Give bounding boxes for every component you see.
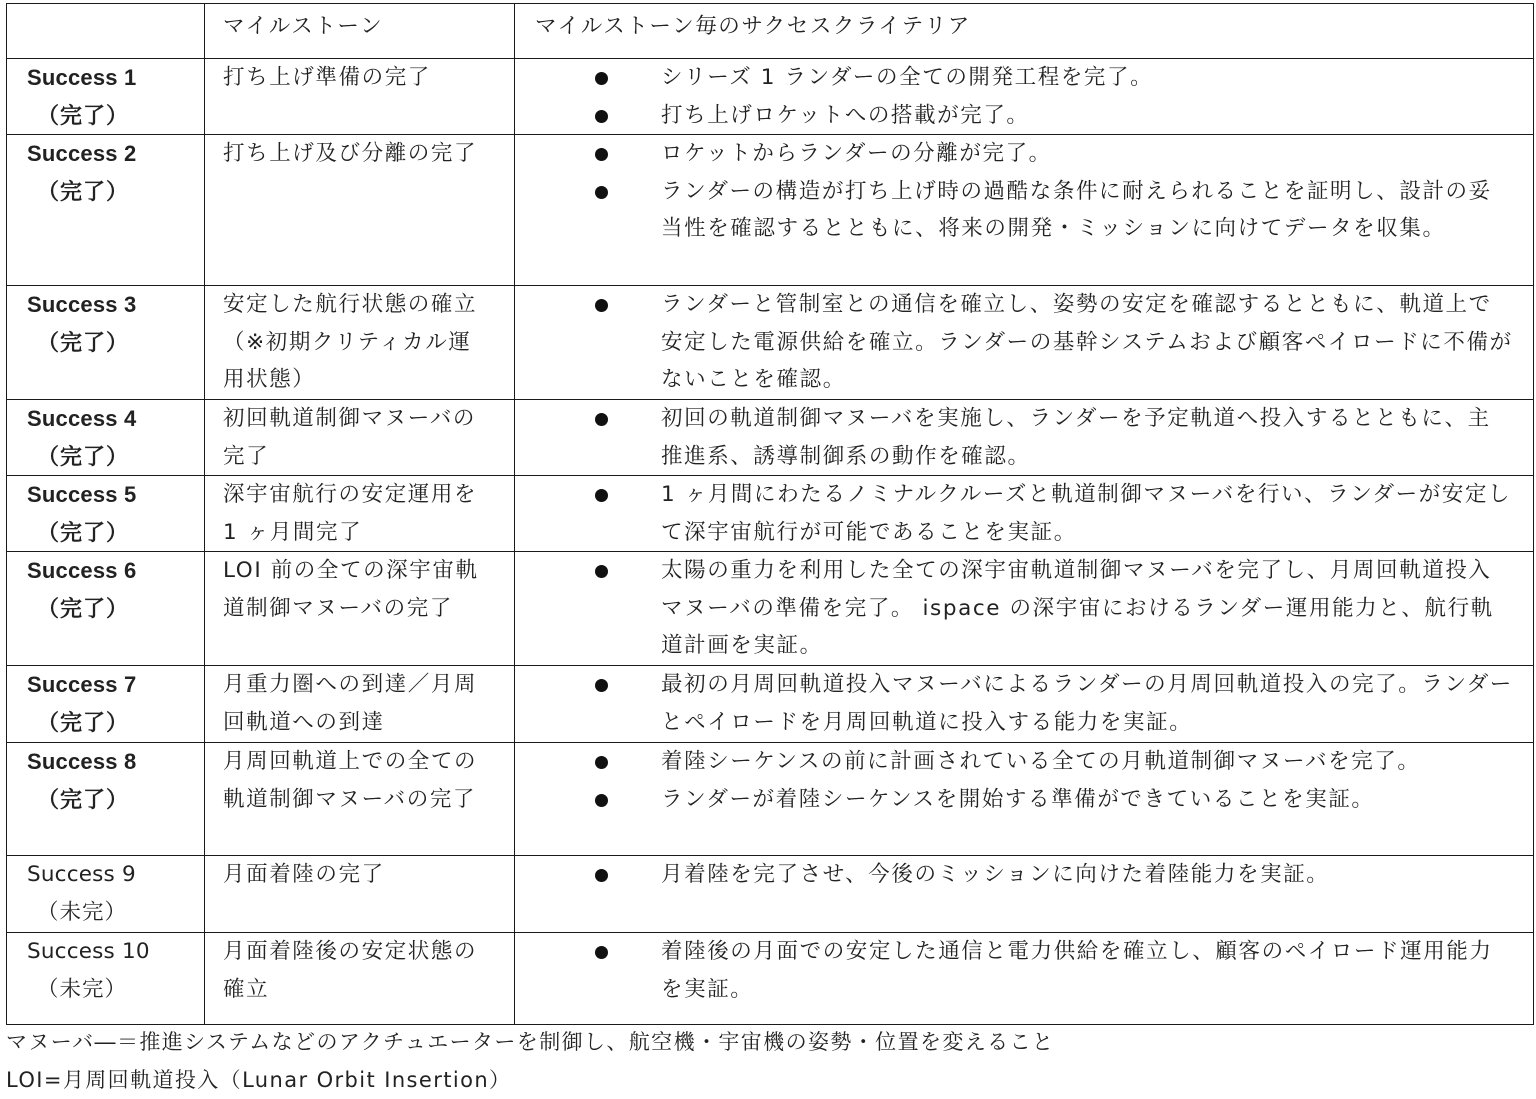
milestone-name-cell: 月面着陸の完了 bbox=[205, 856, 515, 933]
success-state: （完了） bbox=[37, 595, 130, 621]
table-row bbox=[7, 552, 1534, 666]
criteria-item bbox=[515, 856, 1513, 894]
criteria-text: 着陸シーケンスの前に計画されている全ての月軌道制御マヌーバを完了。 bbox=[661, 749, 1421, 774]
criteria-list bbox=[515, 552, 1513, 665]
criteria-item bbox=[515, 743, 1513, 781]
success-name: Success 8 bbox=[27, 749, 137, 774]
criteria-item bbox=[515, 933, 1513, 1008]
criteria-list bbox=[515, 743, 1513, 818]
bullet-icon bbox=[595, 679, 608, 692]
table-row bbox=[7, 743, 1534, 856]
bullet-icon bbox=[595, 148, 608, 161]
header-cell-criteria: マイルストーン毎のサクセスクライテリア bbox=[515, 4, 1534, 59]
criteria-list bbox=[515, 59, 1513, 134]
bullet-icon bbox=[595, 869, 608, 882]
success-name: Success 1 bbox=[27, 65, 137, 90]
footnote-loi: LOI=月周回軌道投入（Lunar Orbit Insertion） bbox=[6, 1068, 512, 1092]
success-state: （未完） bbox=[37, 976, 128, 1002]
criteria-item bbox=[515, 552, 1513, 665]
bullet-icon bbox=[595, 756, 608, 769]
table-row bbox=[7, 933, 1534, 1025]
criteria-cell bbox=[515, 743, 1534, 856]
criteria-text: 最初の月周回軌道投入マヌーバによるランダーの月周回軌道投入の完了。ランダーとペイロードを月周回軌道に投入する能力を実証。 bbox=[661, 672, 1513, 735]
criteria-list bbox=[515, 856, 1513, 894]
success-name: Success 9 bbox=[27, 862, 136, 887]
criteria-text: ランダーが着陸シーケンスを開始する準備ができていることを実証。 bbox=[661, 786, 1375, 812]
bullet-icon bbox=[595, 110, 608, 123]
criteria-list bbox=[515, 400, 1513, 475]
bullet-icon bbox=[595, 946, 608, 959]
success-state: （完了） bbox=[37, 329, 130, 355]
table-row bbox=[7, 59, 1534, 135]
header-cell-empty bbox=[7, 4, 205, 59]
milestone-name-cell: 深宇宙航行の安定運用を 1 ヶ月間完了 bbox=[205, 476, 515, 552]
success-state: （完了） bbox=[37, 178, 130, 204]
table-row bbox=[7, 400, 1534, 476]
criteria-item bbox=[515, 781, 1513, 819]
success-name: Success 6 bbox=[27, 558, 137, 583]
success-status-cell bbox=[7, 135, 205, 286]
table-header-row bbox=[7, 4, 1534, 59]
criteria-cell bbox=[515, 476, 1534, 552]
criteria-text: ランダーの構造が打ち上げ時の過酷な条件に耐えられることを証明し、設計の妥当性を確認するとともに、将来の開発・ミッションに向けてデータを収集。 bbox=[661, 178, 1492, 241]
criteria-list bbox=[515, 476, 1513, 551]
milestone-name-cell: LOI 前の全ての深宇宙軌道制御マヌーバの完了 bbox=[205, 552, 515, 666]
success-state: （完了） bbox=[37, 102, 130, 128]
criteria-item bbox=[515, 97, 1513, 135]
table-row bbox=[7, 135, 1534, 286]
milestone-name-cell: 月周回軌道上での全ての軌道制御マヌーバの完了 bbox=[205, 743, 515, 856]
milestone-name-cell: 打ち上げ準備の完了 bbox=[205, 59, 515, 135]
criteria-text: ロケットからランダーの分離が完了。 bbox=[661, 141, 1052, 166]
criteria-text: シリーズ 1 ランダーの全ての開発工程を完了。 bbox=[661, 65, 1154, 90]
milestone-name-cell: 月重力圏への到達／月周回軌道への到達 bbox=[205, 666, 515, 743]
criteria-item bbox=[515, 59, 1513, 97]
criteria-cell bbox=[515, 400, 1534, 476]
bullet-icon bbox=[595, 72, 608, 85]
success-status-cell bbox=[7, 552, 205, 666]
criteria-item bbox=[515, 666, 1513, 741]
criteria-text: 打ち上げロケットへの搭載が完了。 bbox=[661, 102, 1030, 128]
success-status-cell bbox=[7, 666, 205, 743]
bullet-icon bbox=[595, 794, 608, 807]
footnotes bbox=[6, 1023, 1054, 1099]
criteria-text: 着陸後の月面での安定した通信と電力供給を確立し、顧客のペイロード運用能力を実証。 bbox=[661, 939, 1493, 1002]
bullet-icon bbox=[595, 413, 608, 426]
success-status-cell bbox=[7, 59, 205, 135]
criteria-list bbox=[515, 135, 1513, 248]
criteria-text: ランダーと管制室との通信を確立し、姿勢の安定を確認するとともに、軌道上で安定した電源供給を確立。ランダーの基幹システムおよび顧客ペイロードに不備がないことを確認。 bbox=[661, 292, 1513, 392]
bullet-icon bbox=[595, 565, 608, 578]
criteria-list bbox=[515, 933, 1513, 1008]
success-name: Success 5 bbox=[27, 482, 137, 507]
criteria-list bbox=[515, 286, 1513, 399]
criteria-cell bbox=[515, 856, 1534, 933]
success-name: Success 10 bbox=[27, 939, 150, 964]
success-status-cell bbox=[7, 856, 205, 933]
success-state: （未完） bbox=[37, 899, 128, 925]
criteria-list bbox=[515, 666, 1513, 741]
criteria-text: 1 ヶ月間にわたるノミナルクルーズと軌道制御マヌーバを行い、ランダーが安定して深宇宙航行が可能であることを実証。 bbox=[661, 482, 1512, 545]
table-row bbox=[7, 286, 1534, 400]
milestone-name-cell: 打ち上げ及び分離の完了 bbox=[205, 135, 515, 286]
success-status-cell bbox=[7, 286, 205, 400]
criteria-cell bbox=[515, 286, 1534, 400]
bullet-icon bbox=[595, 299, 608, 312]
criteria-item bbox=[515, 173, 1513, 248]
success-name: Success 7 bbox=[27, 672, 137, 697]
table-row bbox=[7, 476, 1534, 552]
criteria-item bbox=[515, 400, 1513, 475]
criteria-cell bbox=[515, 933, 1534, 1025]
success-status-cell bbox=[7, 476, 205, 552]
footnote-maneuver: マヌーバ―＝推進システムなどのアクチュエーターを制御し、航空機・宇宙機の姿勢・位置を変えること bbox=[6, 1030, 1055, 1054]
bullet-icon bbox=[595, 186, 608, 199]
criteria-item bbox=[515, 476, 1513, 551]
milestone-table bbox=[6, 3, 1534, 1025]
milestone-name-cell: 安定した航行状態の確立（※初期クリティカル運用状態） bbox=[205, 286, 515, 400]
criteria-cell bbox=[515, 666, 1534, 743]
success-status-cell bbox=[7, 743, 205, 856]
success-name: Success 4 bbox=[27, 406, 137, 431]
criteria-text: 太陽の重力を利用した全ての深宇宙軌道制御マヌーバを完了し、月周回軌道投入マヌーバの準備を完了。 ispace の深宇宙におけるランダー運用能力と、航行軌道計画を実証。 bbox=[661, 558, 1494, 658]
criteria-cell bbox=[515, 135, 1534, 286]
criteria-text: 月着陸を完了させ、今後のミッションに向けた着陸能力を実証。 bbox=[661, 862, 1330, 887]
milestone-name-cell: 初回軌道制御マヌーバの完了 bbox=[205, 400, 515, 476]
success-status-cell bbox=[7, 400, 205, 476]
success-state: （完了） bbox=[37, 443, 130, 469]
table-row bbox=[7, 666, 1534, 743]
success-state: （完了） bbox=[37, 519, 130, 545]
success-state: （完了） bbox=[37, 786, 130, 812]
success-name: Success 3 bbox=[27, 292, 137, 317]
success-state: （完了） bbox=[37, 709, 130, 735]
success-status-cell bbox=[7, 933, 205, 1025]
criteria-text: 初回の軌道制御マヌーバを実施し、ランダーを予定軌道へ投入するとともに、主推進系、誘導制御系の動作を確認。 bbox=[661, 406, 1491, 469]
milestone-name-cell: 月面着陸後の安定状態の確立 bbox=[205, 933, 515, 1025]
criteria-item bbox=[515, 286, 1513, 399]
success-name: Success 2 bbox=[27, 141, 137, 166]
criteria-cell bbox=[515, 552, 1534, 666]
criteria-cell bbox=[515, 59, 1534, 135]
criteria-item bbox=[515, 135, 1513, 173]
bullet-icon bbox=[595, 489, 608, 502]
table-row bbox=[7, 856, 1534, 933]
header-cell-milestone: マイルストーン bbox=[205, 4, 515, 59]
